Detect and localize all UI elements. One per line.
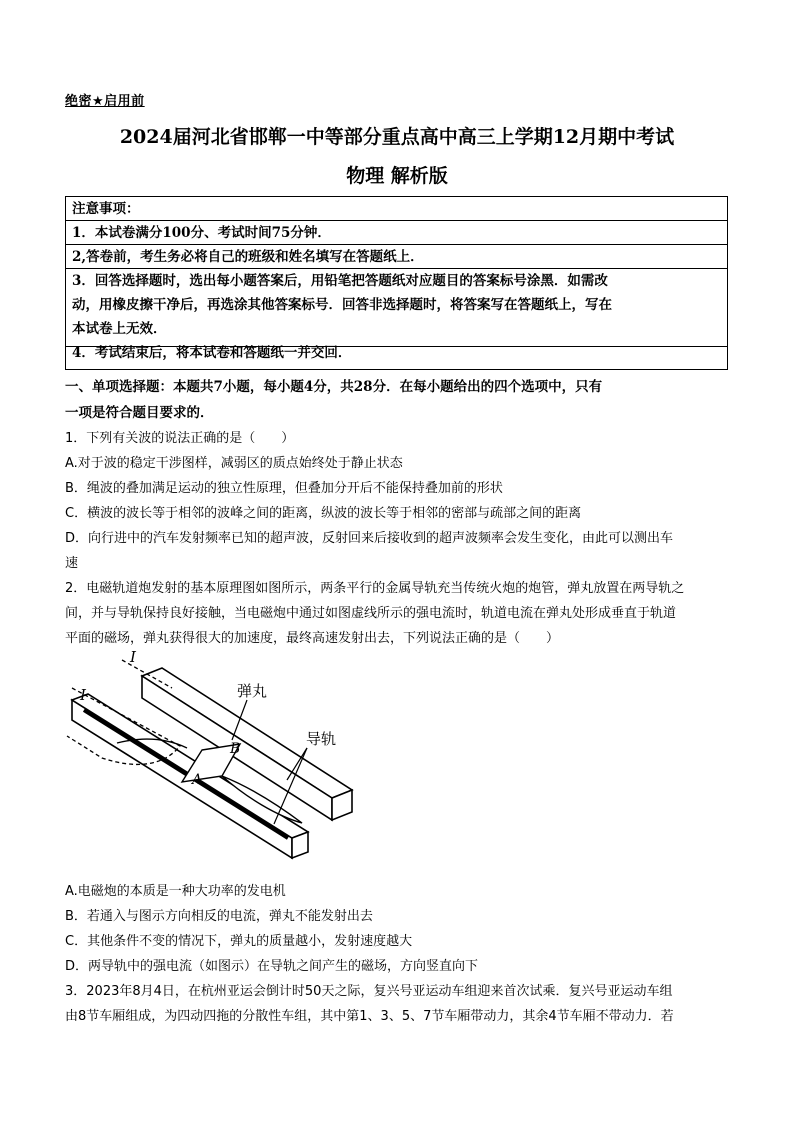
q3-stem-cont: 由8节车厢组成，为四动四拖的分散性车组，其中第1、3、5、7节车厢带动力，其余4节车厢不带动力．若 — [65, 1009, 674, 1024]
notice-divider — [65, 244, 728, 245]
confidential-mark: 绝密★启用前 — [65, 94, 145, 109]
exam-subtitle: 物理 解析版 — [346, 165, 448, 187]
notice-box — [65, 196, 728, 370]
notice-item: 本试卷上无效． — [72, 321, 167, 337]
q2-stem-cont: 平面的磁场，弹丸获得很大的加速度，最终高速发射出去，下列说法正确的是（ ） — [65, 631, 560, 646]
notice-item: 1．本试卷满分100分、考试时间75分钟． — [72, 225, 331, 241]
notice-heading: 注意事项： — [72, 201, 140, 217]
q2-option-b: B．若通入与图示方向相反的电流，弹丸不能发射出去 — [65, 909, 373, 924]
section-heading-cont: 一项是符合题目要求的． — [65, 405, 214, 421]
q1-option-b: B．绳波的叠加满足运动的独立性原理，但叠加分开后不能保持叠加前的形状 — [65, 481, 503, 496]
notice-items — [66, 221, 727, 395]
railgun-figure — [62, 648, 362, 873]
label-rail: 导轨 — [306, 730, 337, 748]
q2-option-c: C．其他条件不变的情况下，弹丸的质量越小，发射速度越大 — [65, 934, 413, 949]
label-current-lower: I — [80, 686, 86, 704]
notice-item: 动，用橡皮擦干净后，再选涂其他答案标号．回答非选择题时，将答案写在答题纸上，写在 — [72, 297, 612, 313]
section-heading: 一、单项选择题：本题共7小题，每小题4分，共28分．在每小题给出的四个选项中，只有 — [65, 379, 603, 395]
q2-option-a: A.电磁炮的本质是一种大功率的发电机 — [65, 884, 286, 899]
notice-divider — [65, 268, 728, 269]
label-point-b: B — [230, 741, 241, 757]
q2-option-d: D．两导轨中的强电流（如图示）在导轨之间产生的磁场，方向竖直向下 — [65, 959, 479, 974]
q1-option-d: D．向行进中的汽车发射频率已知的超声波，反射回来后接收到的超声波频率会发生变化，由此可以测出车 — [65, 531, 674, 546]
notice-divider — [65, 346, 728, 347]
notice-item: 3．回答选择题时，选出每小题答案后，用铅笔把答题纸对应题目的答案标号涂黑．如需改 — [72, 273, 608, 289]
q2-stem-cont: 间，并与导轨保持良好接触，当电磁炮中通过如图虚线所示的强电流时，轨道电流在弹丸处形成垂直于轨道 — [65, 606, 677, 621]
q2-stem: 2．电磁轨道炮发射的基本原理图如图所示，两条平行的金属导轨充当传统火炮的炮管，弹丸放置在两导轨之 — [65, 581, 685, 596]
notice-item: 2,答卷前，考生务必将自己的班级和姓名填写在答题纸上． — [72, 249, 424, 265]
label-current-upper: I — [130, 648, 136, 666]
label-point-a: A — [192, 772, 203, 788]
q3-stem: 3．2023年8月4日，在杭州亚运会倒计时50天之际，复兴号亚运动车组迎来首次试乘．复兴号亚运动车组 — [65, 984, 673, 999]
q1-option-a: A.对于波的稳定干涉图样，减弱区的质点始终处于静止状态 — [65, 456, 403, 471]
q1-option-c: C．横波的波长等于相邻的波峰之间的距离，纵波的波长等于相邻的密部与疏部之间的距离 — [65, 506, 582, 521]
notice-item: 4．考试结束后，将本试卷和答题纸一并交回． — [72, 345, 352, 361]
exam-title: 2024届河北省邯郸一中等部分重点高中高三上学期12月期中考试 — [119, 126, 675, 148]
q1-stem: 1．下列有关波的说法正确的是（ ） — [65, 431, 295, 446]
label-projectile: 弹丸 — [237, 682, 268, 700]
notice-heading-row — [66, 197, 727, 221]
q1-option-d-cont: 速 — [65, 556, 79, 571]
